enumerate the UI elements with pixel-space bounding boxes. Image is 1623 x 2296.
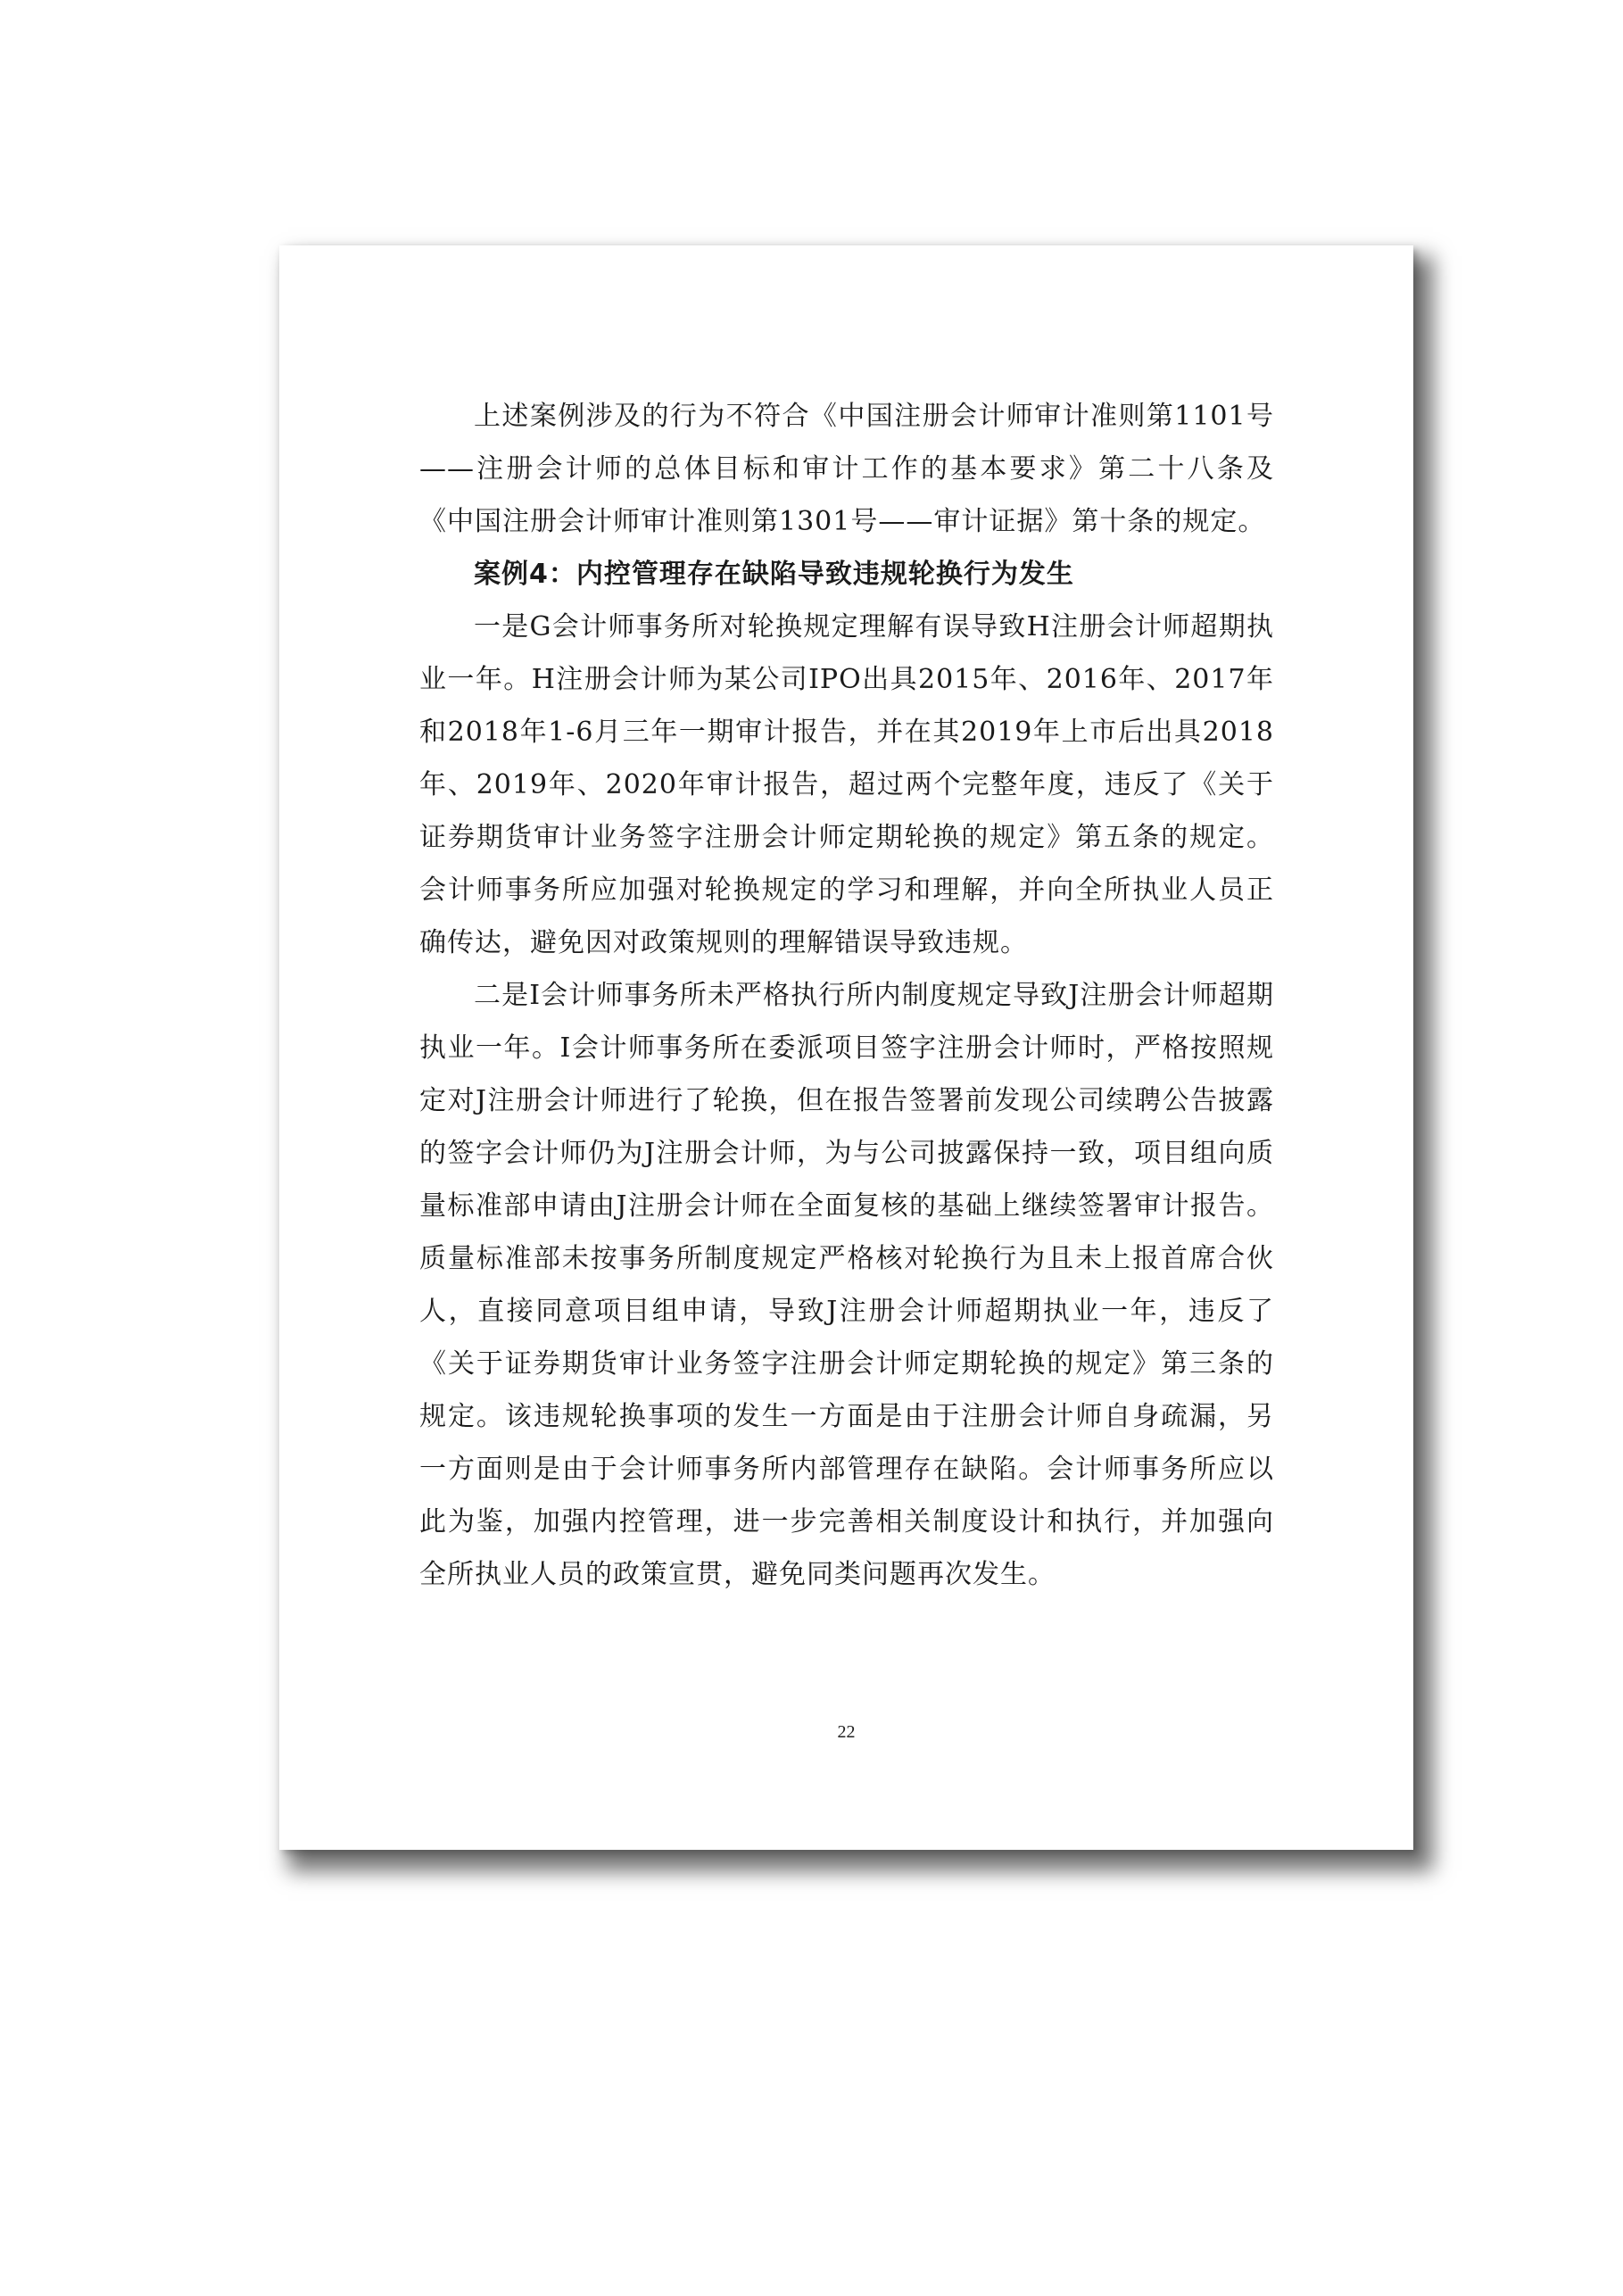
page-content: [419, 390, 1274, 1601]
paragraph-standards-reference: 上述案例涉及的行为不符合《中国注册会计师审计准则第1101号——注册会计师的总体目标和审计工作的基本要求》第二十八条及《中国注册会计师审计准则第1301号——审计证据》第十条的规定。: [419, 401, 1274, 537]
case-heading: 案例4：内控管理存在缺陷导致违规轮换行为发生: [474, 559, 1074, 590]
paragraph-case-part-one: 一是G会计师事务所对轮换规定理解有误导致H注册会计师超期执业一年。H注册会计师为某公司IPO出具2015年、2016年、2017年和2018年1-6月三年一期审计报告，并在其2019年上市后出具2018年、2019年、2020年审计报告，超过两个完整年度，违反了《关于证券期货审计业务签字注册会计师定期轮换的规定》第五条的规定。会计师事务所应加强对轮换规定的学习和理解，并向全所执业人员正确传达，避免因对政策规则的理解错误导致违规。: [419, 611, 1274, 958]
paragraph-case-part-two: 二是I会计师事务所未严格执行所内制度规定导致J注册会计师超期执业一年。I会计师事务所在委派项目签字注册会计师时，严格按照规定对J注册会计师进行了轮换，但在报告签署前发现公司续聘公告披露的签字会计师仍为J注册会计师，为与公司披露保持一致，项目组向质量标准部申请由J注册会计师在全面复核的基础上继续签署审计报告。质量标准部未按事务所制度规定严格核对轮换行为且未上报首席合伙人，直接同意项目组申请，导致J注册会计师超期执业一年，违反了《关于证券期货审计业务签字注册会计师定期轮换的规定》第三条的规定。该违规轮换事项的发生一方面是由于注册会计师自身疏漏，另一方面则是由于会计师事务所内部管理存在缺陷。会计师事务所应以此为鉴，加强内控管理，进一步完善相关制度设计和执行，并加强向全所执业人员的政策宣贯，避免同类问题再次发生。: [419, 980, 1274, 1590]
document-page: [279, 245, 1413, 1850]
page-number: 22: [837, 1722, 856, 1742]
